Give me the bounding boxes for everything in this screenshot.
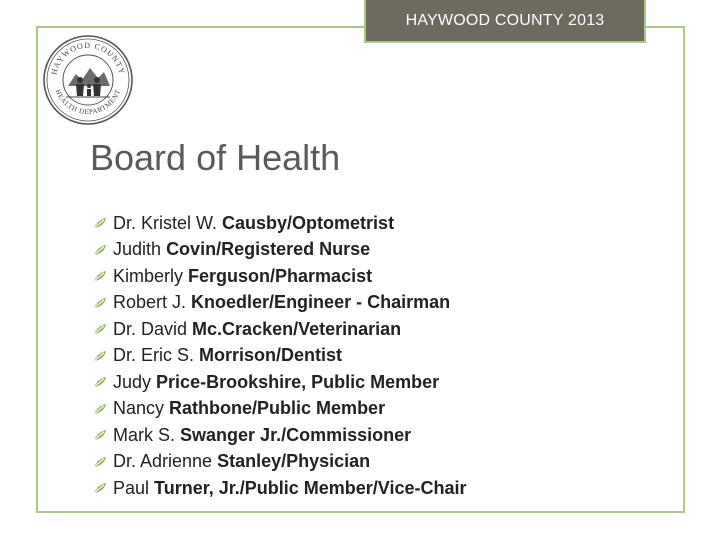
leaf-bullet-icon bbox=[92, 243, 108, 257]
member-given-name: Dr. Adrienne bbox=[113, 451, 213, 472]
health-department-seal-logo bbox=[42, 34, 134, 126]
board-member-item bbox=[92, 449, 467, 476]
member-surname-role: Morrison/Dentist bbox=[199, 345, 343, 366]
member-given-name: Mark S. bbox=[113, 424, 176, 445]
member-given-name: Kimberly bbox=[113, 265, 184, 286]
leaf-bullet-icon bbox=[92, 455, 108, 469]
member-given-name: Dr. David bbox=[113, 318, 188, 339]
board-member-item bbox=[92, 343, 467, 370]
logo-top-text: HAYWOOD COUNTY bbox=[49, 40, 127, 76]
leaf-bullet-icon bbox=[92, 375, 108, 389]
member-given-name: Judy bbox=[113, 371, 152, 392]
member-surname-role: Swanger Jr./Commissioner bbox=[180, 424, 412, 445]
member-surname-role: Knoedler/Engineer - Chairman bbox=[191, 292, 451, 313]
member-surname-role: Ferguson/Pharmacist bbox=[188, 265, 373, 286]
leaf-bullet-icon bbox=[92, 322, 108, 336]
board-member-item bbox=[92, 263, 467, 290]
leaf-bullet-icon bbox=[92, 428, 108, 442]
member-given-name: Nancy bbox=[113, 398, 165, 419]
board-member-item bbox=[92, 290, 467, 317]
leaf-bullet-icon bbox=[92, 349, 108, 363]
member-given-name: Dr. Eric S. bbox=[113, 345, 195, 366]
board-member-item bbox=[92, 369, 467, 396]
board-member-item bbox=[92, 316, 467, 343]
member-surname-role: Rathbone/Public Member bbox=[169, 398, 386, 419]
board-member-item bbox=[92, 210, 467, 237]
member-given-name: Dr. Kristel W. bbox=[113, 212, 218, 233]
member-surname-role: Price-Brookshire, Public Member bbox=[156, 371, 440, 392]
member-given-name: Paul bbox=[113, 477, 150, 498]
header-tab bbox=[364, 0, 646, 43]
board-member-item bbox=[92, 396, 467, 423]
leaf-bullet-icon bbox=[92, 481, 108, 495]
header-label: HAYWOOD COUNTY 2013 bbox=[405, 11, 605, 29]
board-member-list bbox=[92, 210, 467, 502]
leaf-bullet-icon bbox=[92, 402, 108, 416]
board-member-item bbox=[92, 422, 467, 449]
slide-title: Board of Health bbox=[90, 137, 341, 178]
leaf-bullet-icon bbox=[92, 216, 108, 230]
leaf-bullet-icon bbox=[92, 296, 108, 310]
member-given-name: Robert J. bbox=[113, 292, 187, 313]
member-surname-role: Mc.Cracken/Veterinarian bbox=[192, 318, 402, 339]
member-given-name: Judith bbox=[113, 239, 162, 260]
member-surname-role: Covin/Registered Nurse bbox=[166, 239, 371, 260]
leaf-bullet-icon bbox=[92, 269, 108, 283]
board-member-item bbox=[92, 475, 467, 502]
member-surname-role: Turner, Jr./Public Member/Vice-Chair bbox=[154, 477, 467, 498]
board-member-item bbox=[92, 237, 467, 264]
member-surname-role: Stanley/Physician bbox=[217, 451, 371, 472]
logo-bottom-text: HEALTH DEPARTMENT bbox=[53, 88, 123, 117]
member-surname-role: Causby/Optometrist bbox=[222, 212, 395, 233]
